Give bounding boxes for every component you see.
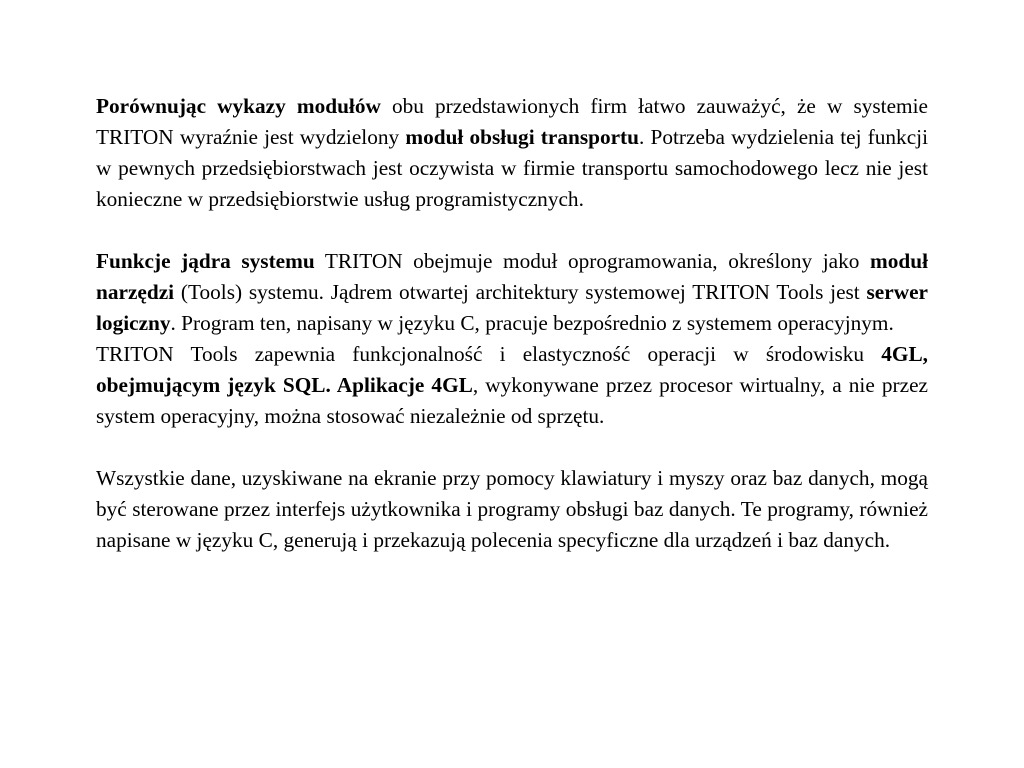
bold-phrase: moduł narzędzi	[96, 249, 929, 304]
paragraph-text: . Potrzeba wydzielenia tej funkcji w pewnych przedsiębiorstwach jest oczywista w firmie transportu samochodowego lecz nie jest konieczne w przedsiębiorstwie usług programistycznych.	[96, 125, 928, 211]
paragraph-data-control	[96, 463, 928, 556]
bold-phrase: Funkcje jądra systemu	[96, 249, 315, 273]
paragraph-text: . Program ten, napisany w języku C, pracuje bezpośrednio z systemem operacyjnym.	[170, 311, 894, 335]
paragraph-triton-tools	[96, 339, 928, 432]
paragraph-text: Wszystkie dane, uzyskiwane na ekranie przy pomocy klawiatury i myszy oraz baz danych, mogą być sterowane przez interfejs użytkownika i programy obsługi baz danych. Te programy, również napisane w języku C, generują i przekazują polecenia specyficzne dla urządzeń i baz danych.	[96, 466, 928, 552]
paragraph-text: TRITON obejmuje moduł oprogramowania, określony jako	[314, 249, 871, 273]
paragraph-text: obu przedstawionych firm łatwo zauważyć, że w systemie TRITON wyraźnie jest wydzielony	[96, 94, 928, 149]
bold-phrase: 4GL, obejmującym język SQL. Aplikacje 4GL	[96, 342, 928, 397]
paragraph-text: (Tools) systemu. Jądrem otwartej architektury systemowej TRITON Tools jest	[174, 280, 867, 304]
bold-phrase: moduł obsługi transportu	[405, 125, 639, 149]
paragraph-text: , wykonywane przez procesor wirtualny, a nie przez system operacyjny, można stosować niezależnie od sprzętu.	[96, 373, 928, 428]
slide-content	[96, 91, 928, 556]
paragraph-gap	[96, 432, 928, 463]
paragraph-gap	[96, 215, 928, 246]
paragraph-kernel-functions	[96, 246, 928, 339]
paragraph-modules-comparison	[96, 91, 928, 215]
bold-phrase: Porównując wykazy modułów	[96, 94, 381, 118]
paragraph-text: TRITON Tools zapewnia funkcjonalność i elastyczność operacji w środowisku	[96, 342, 882, 366]
bold-phrase: serwer logiczny	[96, 280, 928, 335]
